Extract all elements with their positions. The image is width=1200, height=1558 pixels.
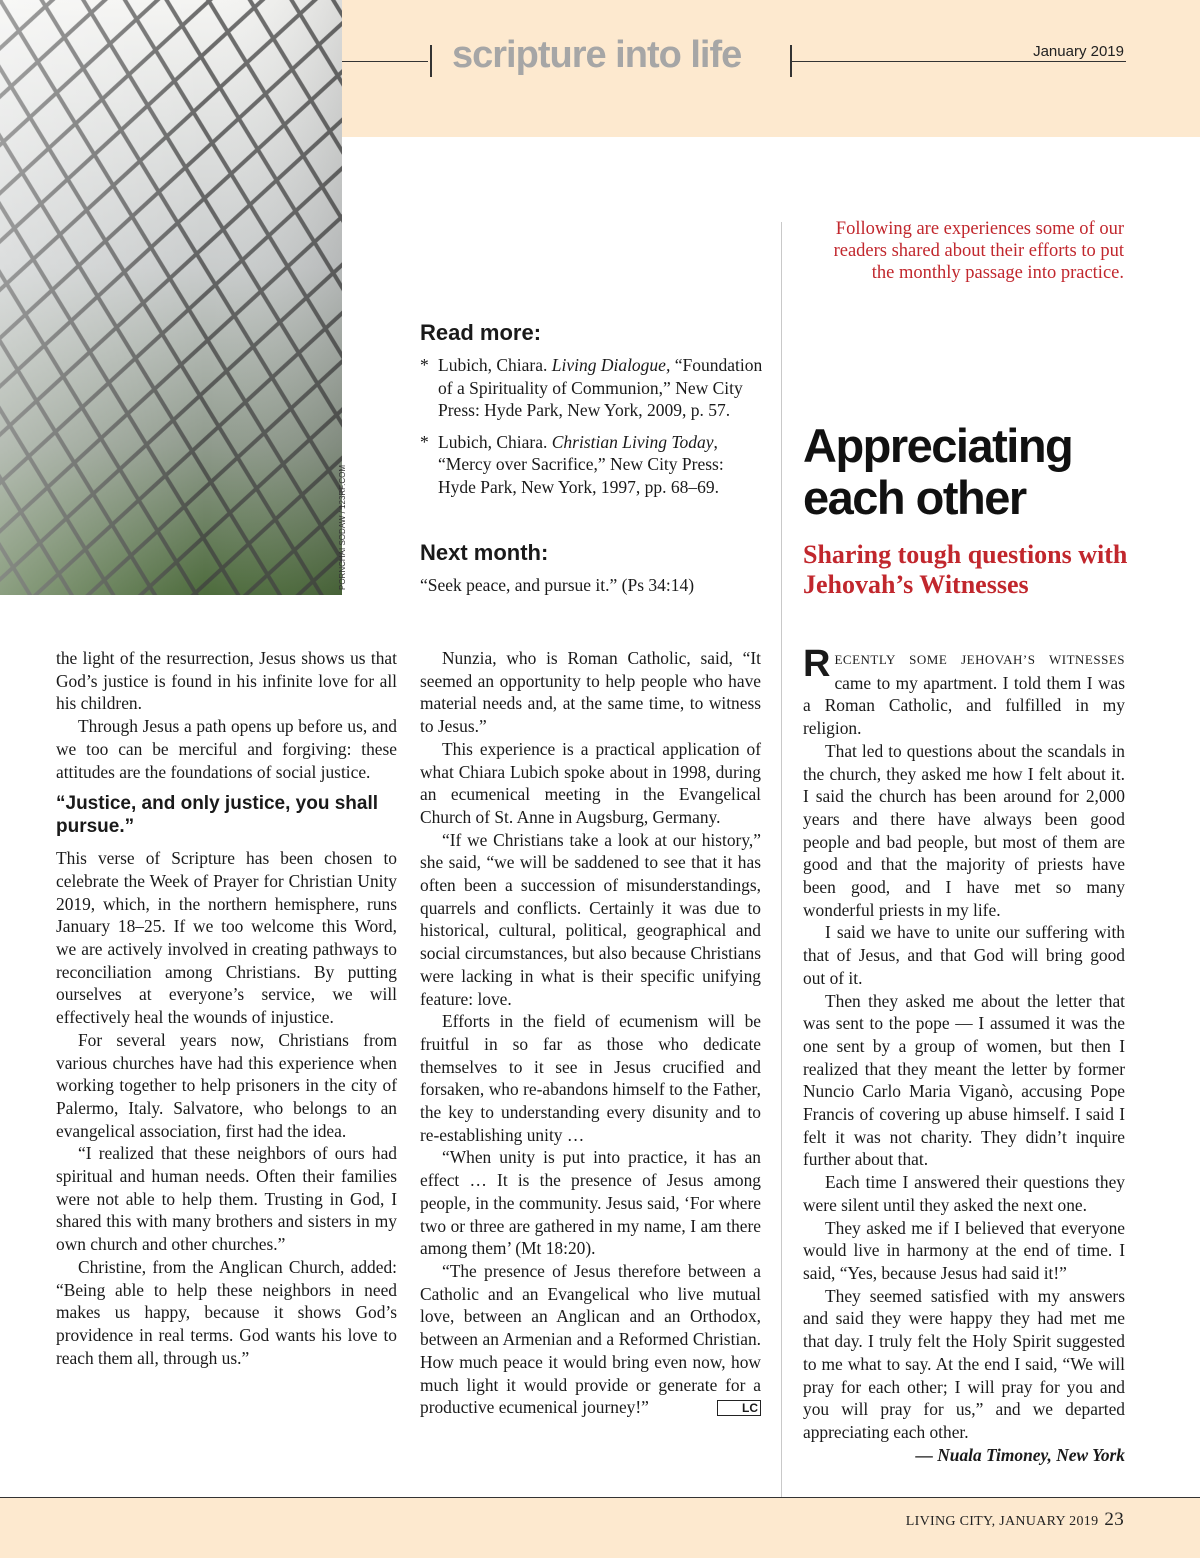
reference-details: “Foundation of a Spirituality of Communion,” New City Press: Hyde Park, New York, 2009, p. 57. <box>438 355 763 420</box>
column-divider <box>781 222 782 1512</box>
article-title: Appreciating each other <box>803 419 1073 524</box>
section-title: scripture into life <box>452 34 742 76</box>
paragraph: Through Jesus a path opens up before us, and we too can be merciful and forgiving: these attitudes are the foundations of social justice. <box>56 716 397 782</box>
chain-link-fence-photo <box>0 0 342 595</box>
body-column-1 <box>56 647 397 1369</box>
next-month-heading: Next month: <box>420 540 549 565</box>
intro-blurb: Following are experiences some of our readers shared about their efforts to put the monthly passage into practice. <box>833 219 1124 283</box>
paragraph: This verse of Scripture has been chosen to celebrate the Week of Prayer for Christian Unity 2019, which, in the northern hemisphere, runs January 18–25. If we too welcome this Word, we are actively involved in creating pathways to reconciliation among Christians. By putting ourselves at everyone’s service, we will effectively heal the wounds of injustice. <box>56 848 397 1028</box>
reference-author: Lubich, Chiara. <box>438 431 548 452</box>
paragraph: I said we have to unite our suffering with that of Jesus, and that God will bring good out of it. <box>803 922 1125 988</box>
paragraph: Efforts in the field of ecumenism will be fruitful in so far as those who dedicate themselves to it see in Jesus crucified and forsaken, who re-abandons himself to the Father, the key to understanding every disunity and to re-establishing unity … <box>420 1011 761 1145</box>
next-month-text: “Seek peace, and pursue it.” (Ps 34:14) <box>420 575 695 595</box>
page-number: 23 <box>1104 1509 1124 1530</box>
paragraph: Then they asked me about the letter that was sent to the pope — I assumed it was the one sent by a group of women, but then I realized that they meant the letter by former Nuncio Carlo Maria Viganò, accusing Pope Francis of covering up abuse himself. I said I felt it was not charity. They didn’t inquire further about that. <box>803 990 1125 1170</box>
reference-title: Christian Living Today <box>551 431 714 452</box>
header-tick-left <box>430 45 432 77</box>
photo-credit: PORNCHAI SODAW / 123RF.COM <box>338 464 347 590</box>
paragraph: They seemed satisfied with my answers and said they were happy they had met me that day. I truly felt the Holy Spirit suggested to me what to say. At the end I said, “We will pray for each other; I will pray for you and you will pray for us,” and we departed appreciating each other. <box>803 1285 1125 1442</box>
lead-smallcaps: ECENTLY SOME JEHOVAH’S WITNESSES <box>834 652 1125 667</box>
paragraph: They asked me if I believed that everyone would live in harmony at the end of time. I said, “Yes, because Jesus had said it!” <box>803 1217 1125 1283</box>
paragraph: Each time I answered their questions they were silent until they asked the next one. <box>803 1172 1125 1215</box>
paragraph <box>420 1260 761 1419</box>
reference-item: * Lubich, Chiara. Christian Living Today, “Mercy over Sacrifice,” New City Press: Hyde Park, New York, 1997, pp. 68–69. <box>420 431 724 497</box>
author-signature: — Nuala Timoney, New York <box>915 1444 1125 1465</box>
body-column-2 <box>420 647 761 1419</box>
paragraph: “If we Christians take a look at our history,” she said, “we will be saddened to see that it has often been a succession of misunderstandings, quarrels and conflicts. Certainly it was due to historical, cultural, political, geographical and social circumstances, but also because Christians were lacking in what is their specific unifying feature: love. <box>420 829 761 1009</box>
paragraph: Nunzia, who is Roman Catholic, said, “It seemed an opportunity to help people who have material needs and, at the same time, to witness to Jesus.” <box>420 648 761 737</box>
reference-details: , “Mercy over Sacrifice,” New City Press: Hyde Park, New York, 1997, pp. 68–69. <box>438 431 724 497</box>
lead-text: came to my apartment. I told them I was a Roman Catholic, and fulfilled in my religion. <box>803 672 1125 739</box>
reference-item: * Lubich, Chiara. Living Dialogue, “Foundation of a Spirituality of Communion,” New City Press: Hyde Park, New York, 2009, p. 57. <box>420 355 763 420</box>
article-subtitle: Sharing tough questions with Jehovah’s Witnesses <box>803 540 1128 599</box>
footer <box>906 1509 1124 1531</box>
paragraph: This experience is a practical application of what Chiara Lubich spoke about in 1998, during an ecumenical meeting in the Evangelical Church of St. Anne in Augsburg, Germany. <box>420 738 761 827</box>
paragraph: Christine, from the Anglican Church, added: “Being able to help these neighbors in need makes us happy, because it shows God’s providence in real terms. God wants his love to reach them all, through us.” <box>56 1256 397 1368</box>
read-more-box <box>420 320 765 507</box>
scripture-subheading: “Justice, and only justice, you shall pursue.” <box>56 793 379 838</box>
header-rule-left <box>342 61 428 62</box>
drop-cap: R <box>803 643 831 685</box>
paragraph: That led to questions about the scandals in the church, they asked me how I felt about it. I said the church has been around for 2,000 years and there have always been good people and bad people, but most of them are good and that the majority of priests have been good, and I have met so many wonderful priests in my life. <box>803 740 1125 920</box>
next-month-box <box>420 540 765 596</box>
paragraph: “When unity is put into practice, it has an effect … It is the presence of Jesus among people, in the community. Jesus said, ‘For where two or three are gathered in my name, I am there among them’ (Mt 18:20). <box>420 1147 761 1259</box>
reference-author: Lubich, Chiara. <box>438 355 548 375</box>
living-city-end-mark: LC <box>717 1400 761 1416</box>
paragraph: For several years now, Christians from various churches have had this experience when working together to help prisoners in the city of Palermo, Italy. Salvatore, who belongs to an evangelical association, first had the idea. <box>56 1029 397 1141</box>
issue-date: January 2019 <box>1033 43 1124 60</box>
reference-title: Living Dialogue, <box>551 355 671 375</box>
read-more-heading: Read more: <box>420 320 542 345</box>
footer-rule <box>0 1497 1200 1498</box>
paragraph-text: “The presence of Jesus therefore between a Catholic and an Evangelical who live mutual love, between an Anglican and an Orthodox, between an Armenian and a Reformed Christian. How much peace it would bring even now, how much light it would provide or generate for a productive ecumenical journey!” <box>420 1260 761 1418</box>
lead-paragraph <box>803 643 1125 740</box>
header-rule-right <box>792 61 1126 62</box>
article-body <box>803 643 1125 1466</box>
paragraph: “I realized that these neighbors of ours had spiritual and human needs. Often their families were not able to help them. Trusting in God, I shared this with many brothers and sisters in my own church and other churches.” <box>56 1143 397 1255</box>
paragraph: the light of the resurrection, Jesus shows us that God’s justice is found in his infinite love for all his children. <box>56 648 397 714</box>
publication-name: LIVING CITY, JANUARY 2019 <box>905 1514 1099 1529</box>
